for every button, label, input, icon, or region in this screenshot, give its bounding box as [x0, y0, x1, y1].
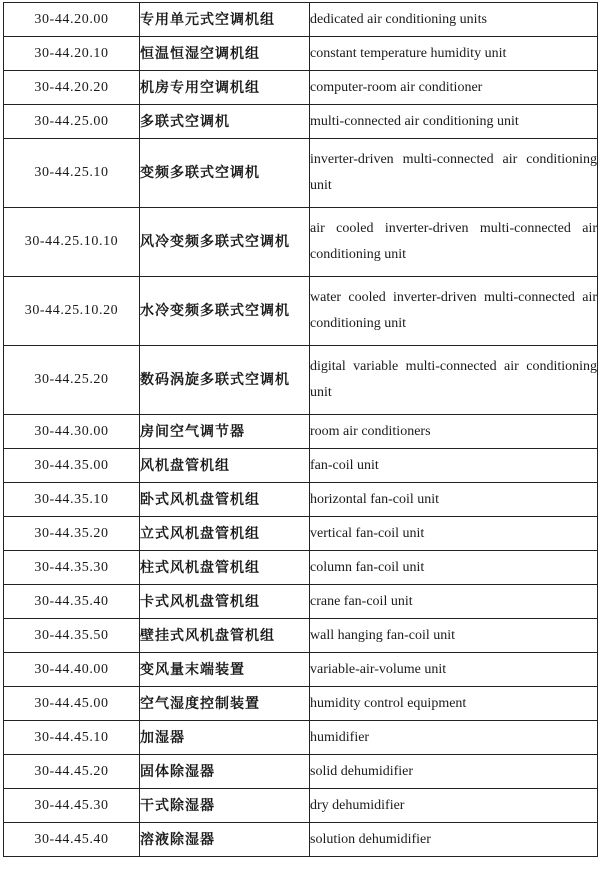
english-term-cell: inverter-driven multi-connected air conditioning unit — [310, 139, 598, 208]
chinese-term-cell: 风机盘管机组 — [140, 449, 310, 483]
code-cell: 30-44.40.00 — [4, 653, 140, 687]
chinese-term-cell: 数码涡旋多联式空调机 — [140, 346, 310, 415]
table-row — [4, 517, 598, 551]
chinese-term-cell: 水冷变频多联式空调机 — [140, 277, 310, 346]
chinese-term-cell: 干式除湿器 — [140, 789, 310, 823]
table-row — [4, 346, 598, 415]
code-cell: 30-44.35.20 — [4, 517, 140, 551]
english-term-cell: air cooled inverter-driven multi-connected air conditioning unit — [310, 208, 598, 277]
table-row — [4, 551, 598, 585]
code-cell: 30-44.45.40 — [4, 823, 140, 857]
code-cell: 30-44.35.00 — [4, 449, 140, 483]
code-cell: 30-44.25.10 — [4, 139, 140, 208]
chinese-term-cell: 变风量末端装置 — [140, 653, 310, 687]
code-cell: 30-44.20.00 — [4, 3, 140, 37]
table-row — [4, 823, 598, 857]
english-term-cell: dry dehumidifier — [310, 789, 598, 823]
english-term-cell: crane fan-coil unit — [310, 585, 598, 619]
table-row — [4, 755, 598, 789]
table-row — [4, 139, 598, 208]
english-term-cell: multi-connected air conditioning unit — [310, 105, 598, 139]
english-term-cell: computer-room air conditioner — [310, 71, 598, 105]
table-row — [4, 789, 598, 823]
english-term-cell: water cooled inverter-driven multi-connected air conditioning unit — [310, 277, 598, 346]
chinese-term-cell: 壁挂式风机盘管机组 — [140, 619, 310, 653]
code-cell: 30-44.35.10 — [4, 483, 140, 517]
english-term-cell: horizontal fan-coil unit — [310, 483, 598, 517]
chinese-term-cell: 立式风机盘管机组 — [140, 517, 310, 551]
code-cell: 30-44.30.00 — [4, 415, 140, 449]
chinese-term-cell: 多联式空调机 — [140, 105, 310, 139]
chinese-term-cell: 恒温恒湿空调机组 — [140, 37, 310, 71]
code-cell: 30-44.45.10 — [4, 721, 140, 755]
table-row — [4, 208, 598, 277]
chinese-term-cell: 柱式风机盘管机组 — [140, 551, 310, 585]
table-row — [4, 3, 598, 37]
table-row — [4, 585, 598, 619]
chinese-term-cell: 溶液除湿器 — [140, 823, 310, 857]
table-row — [4, 687, 598, 721]
table-row — [4, 619, 598, 653]
table-row — [4, 653, 598, 687]
code-cell: 30-44.25.20 — [4, 346, 140, 415]
table-row — [4, 415, 598, 449]
chinese-term-cell: 固体除湿器 — [140, 755, 310, 789]
english-term-cell: solid dehumidifier — [310, 755, 598, 789]
chinese-term-cell: 专用单元式空调机组 — [140, 3, 310, 37]
table-row — [4, 71, 598, 105]
english-term-cell: digital variable multi-connected air conditioning unit — [310, 346, 598, 415]
chinese-term-cell: 风冷变频多联式空调机 — [140, 208, 310, 277]
chinese-term-cell: 空气湿度控制装置 — [140, 687, 310, 721]
english-term-cell: vertical fan-coil unit — [310, 517, 598, 551]
chinese-term-cell: 卧式风机盘管机组 — [140, 483, 310, 517]
classification-code-table — [3, 2, 598, 857]
code-cell: 30-44.25.10.20 — [4, 277, 140, 346]
english-term-cell: constant temperature humidity unit — [310, 37, 598, 71]
chinese-term-cell: 房间空气调节器 — [140, 415, 310, 449]
code-cell: 30-44.20.20 — [4, 71, 140, 105]
english-term-cell: variable-air-volume unit — [310, 653, 598, 687]
code-cell: 30-44.45.30 — [4, 789, 140, 823]
code-cell: 30-44.25.00 — [4, 105, 140, 139]
english-term-cell: fan-coil unit — [310, 449, 598, 483]
code-cell: 30-44.35.40 — [4, 585, 140, 619]
code-cell: 30-44.25.10.10 — [4, 208, 140, 277]
code-cell: 30-44.35.30 — [4, 551, 140, 585]
table-row — [4, 483, 598, 517]
english-term-cell: column fan-coil unit — [310, 551, 598, 585]
code-cell: 30-44.20.10 — [4, 37, 140, 71]
chinese-term-cell: 机房专用空调机组 — [140, 71, 310, 105]
table-row — [4, 721, 598, 755]
chinese-term-cell: 变频多联式空调机 — [140, 139, 310, 208]
chinese-term-cell: 卡式风机盘管机组 — [140, 585, 310, 619]
table-row — [4, 105, 598, 139]
code-cell: 30-44.45.20 — [4, 755, 140, 789]
chinese-term-cell: 加湿器 — [140, 721, 310, 755]
english-term-cell: room air conditioners — [310, 415, 598, 449]
english-term-cell: humidity control equipment — [310, 687, 598, 721]
code-cell: 30-44.35.50 — [4, 619, 140, 653]
code-cell: 30-44.45.00 — [4, 687, 140, 721]
table-row — [4, 37, 598, 71]
table-row — [4, 277, 598, 346]
table-row — [4, 449, 598, 483]
english-term-cell: humidifier — [310, 721, 598, 755]
english-term-cell: wall hanging fan-coil unit — [310, 619, 598, 653]
english-term-cell: dedicated air conditioning units — [310, 3, 598, 37]
english-term-cell: solution dehumidifier — [310, 823, 598, 857]
